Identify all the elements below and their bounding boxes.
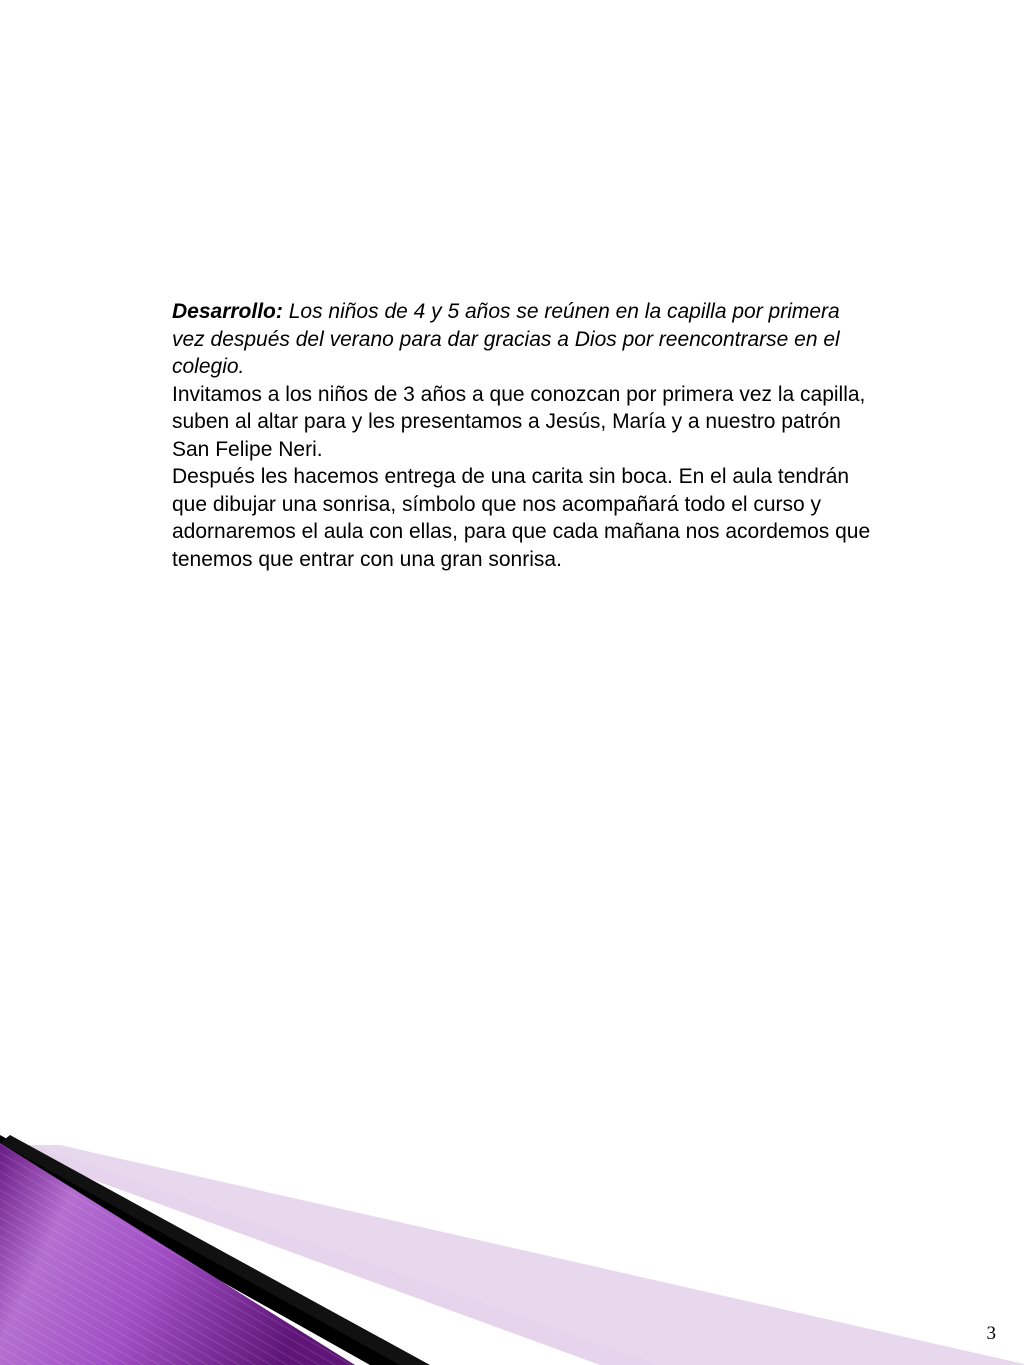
paragraph-invitamos: Invitamos a los niños de 3 años a que conozcan por primera vez la capilla, suben al altar para y les presentamos a Jesús, María y a nuestro patrón San Felipe Neri. (172, 382, 866, 461)
body-text (172, 298, 872, 573)
paragraph-despues: Después les hacemos entrega de una carita sin boca. En el aula tendrán que dibujar una sonrisa, símbolo que nos acompañará todo el curso y adornaremos el aula con ellas, para que cada mañana nos acordemos que tenemos que entrar con una gran sonrisa. (172, 465, 871, 571)
paragraph-desarrollo (172, 298, 872, 381)
desarrollo-label: Desarrollo: (172, 300, 283, 323)
desarrollo-text: Los niños de 4 y 5 años se reúnen en la capilla por primera vez después del verano para dar gracias a Dios por reencontrarse en el colegio. (172, 300, 840, 378)
page-number: 3 (986, 1323, 996, 1344)
corner-decoration (0, 1135, 1024, 1365)
